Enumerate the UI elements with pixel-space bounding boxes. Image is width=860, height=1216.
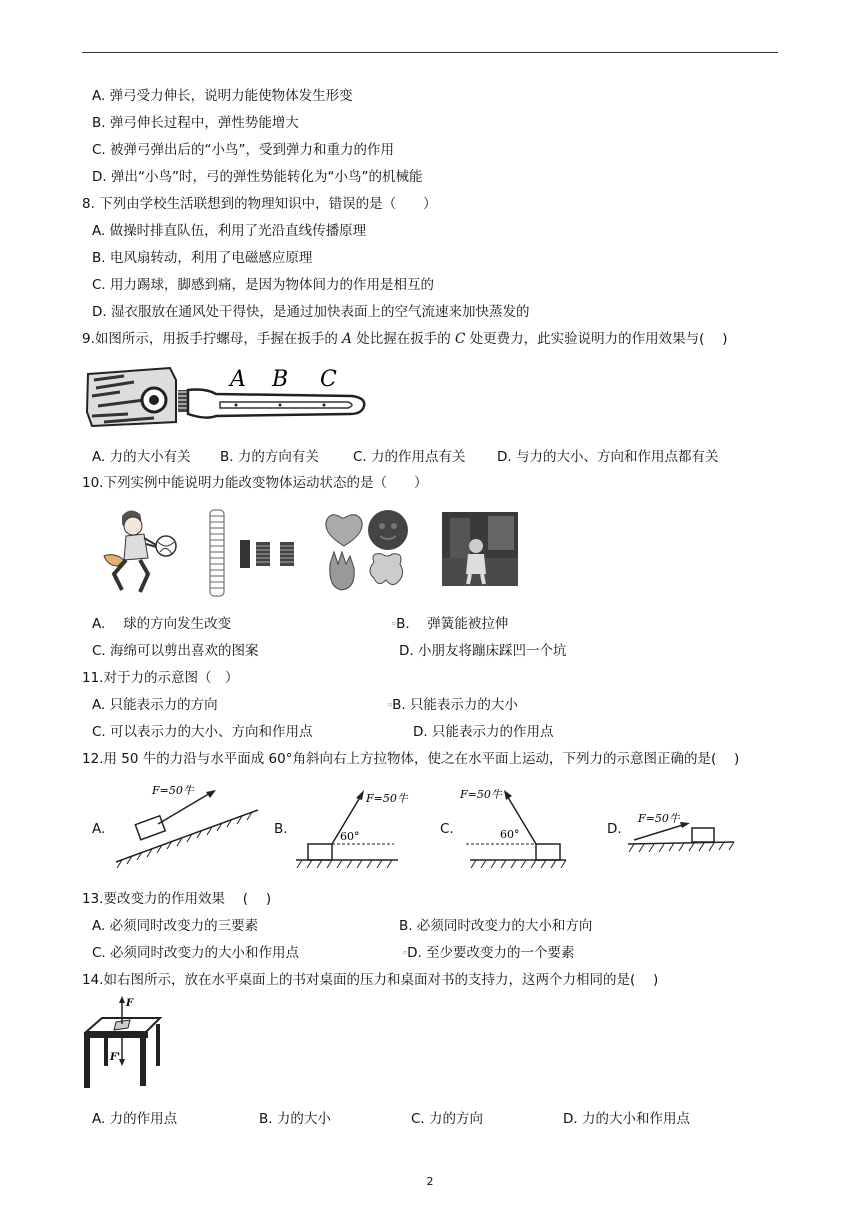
q12-option-b-label[interactable]: B. (274, 821, 288, 837)
girl-ball-image (100, 506, 180, 596)
q9-stem (82, 330, 727, 348)
q10-option-d[interactable]: D. 小朋友将蹦床踩凹一个坑 (399, 643, 567, 659)
q13-stem: 13.要改变力的作用效果 ( ) (82, 891, 272, 907)
table-force-label-down: F' (110, 1052, 121, 1063)
q9-stem-part: 处更费力，此实验说明力的作用效果与( ) (465, 331, 728, 347)
q7-option-a[interactable]: A. 弹弓受力伸长，说明力能使物体发生形变 (92, 88, 353, 104)
header-rule (82, 52, 778, 53)
q12-c-force-label: F=50牛 (460, 788, 502, 801)
q12-figure-a (112, 780, 262, 868)
q10-option-a[interactable]: A. 球的方向发生改变 (92, 616, 232, 632)
q11-option-a[interactable]: A. 只能表示力的方向 (92, 697, 218, 713)
q14-option-d[interactable]: D. 力的大小和作用点 (563, 1111, 690, 1127)
q11-stem: 11.对于力的示意图（ ） (82, 670, 239, 686)
q9-stem-part: 处比握在扳手的 (351, 331, 456, 347)
q12-c-angle-label: 60° (500, 828, 520, 841)
wrench-figure (84, 362, 369, 434)
q9-point-a: A (342, 331, 352, 347)
q11-option-b[interactable]: ▫B. 只能表示力的大小 (388, 697, 518, 713)
q8-stem: 8. 下列由学校生活联想到的物理知识中，错误的是（ ） (82, 196, 437, 212)
q12-figure-d (626, 808, 738, 858)
q13-option-b[interactable]: B. 必须同时改变力的大小和方向 (399, 918, 593, 934)
q9-option-a[interactable]: A. 力的大小有关 (92, 449, 191, 465)
q13-option-d[interactable]: ▫D. 至少要改变力的一个要素 (403, 945, 575, 961)
q8-option-d[interactable]: D. 湿衣服放在通风处干得快，是通过加快表面上的空气流速来加快蒸发的 (92, 304, 530, 320)
q11-option-b-text: B. 只能表示力的大小 (392, 697, 518, 713)
q12-figure-b (294, 782, 416, 872)
q13-option-a[interactable]: A. 必须同时改变力的三要素 (92, 918, 259, 934)
q12-option-c-label[interactable]: C. (440, 821, 454, 837)
q7-option-d[interactable]: D. 弹出“小鸟”时，弓的弹性势能转化为“小鸟”的机械能 (92, 169, 423, 185)
q10-stem: 10.下列实例中能说明力能改变物体运动状态的是（ ） (82, 475, 428, 491)
wrench-label-c: C (320, 367, 337, 392)
q11-option-d[interactable]: D. 只能表示力的作用点 (413, 724, 554, 740)
q8-option-c[interactable]: C. 用力踢球，脚感到痛，是因为物体间力的作用是相互的 (92, 277, 435, 293)
page-number: 2 (426, 1175, 434, 1188)
q12-option-d-label[interactable]: D. (607, 821, 622, 837)
q13-option-c[interactable]: C. 必须同时改变力的大小和作用点 (92, 945, 300, 961)
q9-stem-part: 9.如图所示，用扳手拧螺母，手握在扳手的 (82, 331, 343, 347)
q12-a-force-label: F=50牛 (152, 784, 194, 797)
q9-option-d[interactable]: D. 与力的大小、方向和作用点都有关 (497, 449, 719, 465)
q12-d-force-label: F=50牛 (638, 812, 680, 825)
q8-option-a[interactable]: A. 做操时排直队伍，利用了光沿直线传播原理 (92, 223, 367, 239)
q11-option-c[interactable]: C. 可以表示力的大小、方向和作用点 (92, 724, 313, 740)
table-book-figure (80, 996, 166, 1092)
q14-stem: 14.如右图所示，放在水平桌面上的书对桌面的压力和桌面对书的支持力，这两个力相同的是( ) (82, 972, 659, 988)
trampoline-photo (442, 512, 518, 586)
q14-option-b[interactable]: B. 力的大小 (259, 1111, 331, 1127)
wrench-label-a: A (230, 367, 246, 392)
q9-point-c: C (455, 331, 466, 347)
q9-option-c[interactable]: C. 力的作用点有关 (353, 449, 466, 465)
q12-figure-c (460, 782, 568, 872)
q12-stem: 12.用 50 牛的力沿与水平面成 60°角斜向右上方拉物体，使之在水平面上运动，下列力的示意图正确的是( ) (82, 751, 740, 767)
wrench-label-b: B (272, 367, 289, 392)
q13-option-d-text: D. 至少要改变力的一个要素 (407, 945, 575, 961)
q12-b-force-label: F=50牛 (366, 792, 408, 805)
q7-option-b[interactable]: B. 弹弓伸长过程中，弹性势能增大 (92, 115, 299, 131)
q8-option-b[interactable]: B. 电风扇转动，利用了电磁感应原理 (92, 250, 313, 266)
q14-option-a[interactable]: A. 力的作用点 (92, 1111, 178, 1127)
q10-option-b-text: B. 弹簧能被拉伸 (396, 616, 509, 632)
q9-option-b[interactable]: B. 力的方向有关 (220, 449, 319, 465)
q12-option-a-label[interactable]: A. (92, 821, 106, 837)
sponge-shapes-image (322, 508, 414, 596)
q10-option-c[interactable]: C. 海绵可以剪出喜欢的图案 (92, 643, 259, 659)
spring-image (200, 508, 300, 600)
q12-b-angle-label: 60° (340, 830, 360, 843)
q10-option-b[interactable]: ▫B. 弹簧能被拉伸 (392, 616, 509, 632)
table-force-label-up: F (126, 998, 134, 1009)
q14-option-c[interactable]: C. 力的方向 (411, 1111, 484, 1127)
q7-option-c[interactable]: C. 被弹弓弹出后的“小鸟”，受到弹力和重力的作用 (92, 142, 394, 158)
